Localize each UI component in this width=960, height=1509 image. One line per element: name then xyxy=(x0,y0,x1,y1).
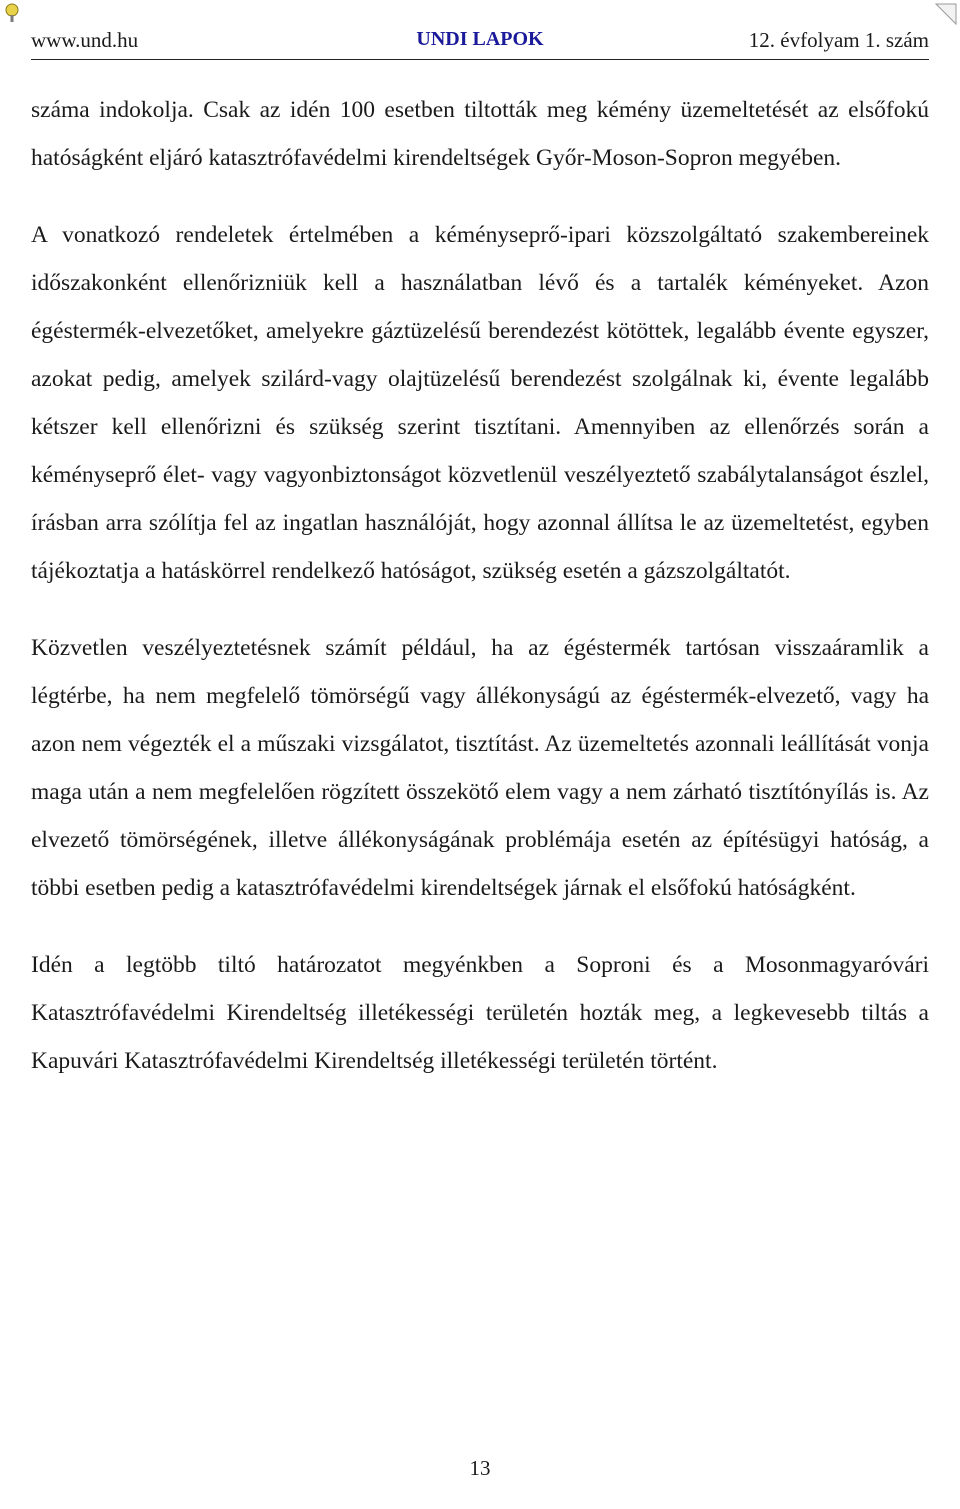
paragraph-4: Idén a legtöbb tiltó határozatot megyénkben a Soproni és a Mosonmagyaróvári Katasztrófavédelmi Kirendeltség illetékességi területén hozták meg, a legkevesebb tiltás a Kapuvári Katasztrófavédelmi Kirendeltség illetékességi területén történt. xyxy=(31,952,929,1074)
page-fold-icon xyxy=(932,0,960,28)
page-number: 13 xyxy=(469,1456,491,1480)
paragraph-1: száma indokolja. Csak az idén 100 esetben tiltották meg kémény üzemeltetését az elsőfokú hatóságként eljáró katasztrófavédelmi kirendeltségek Győr-Moson-Sopron megyében. xyxy=(31,97,929,171)
header-journal-title: UNDI LAPOK xyxy=(416,28,544,50)
header-divider xyxy=(31,59,929,60)
page-header xyxy=(31,24,929,60)
header-issue: 12. évfolyam 1. szám xyxy=(748,28,929,52)
header-website: www.und.hu xyxy=(31,28,139,52)
paragraph-3: Közvetlen veszélyeztetésnek számít például, ha az égéstermék tartósan visszaáramlik a légtérbe, ha nem megfelelő tömörségű vagy állékonyságú az égéstermék-elvezető, vagy ha azon nem végezték el a műszaki vizsgálatot, tisztítást. Az üzemeltetés azonnali leállítását vonja maga után a nem megfelelően rögzített összekötő elem vagy a nem zárható tisztítónyílás is. Az elvezető tömörségének, illetve állékonyságának problémája esetén az építésügyi hatóság, a többi esetben pedig a katasztrófavédelmi kirendeltségek járnak el elsőfokú hatóságként. xyxy=(31,635,929,901)
annotation-pin-icon xyxy=(2,2,22,24)
article-body xyxy=(31,86,929,1085)
paragraph-2: A vonatkozó rendeletek értelmében a kéményseprő-ipari közszolgáltató szakembereinek időszakonként ellenőrizniük kell a használatban lévő és a tartalék kéményeket. Azon égéstermék-elvezetőket, amelyekre gáztüzelésű berendezést kötöttek, legalább évente egyszer, azokat pedig, amelyek szilárd-vagy olajtüzelésű berendezést szolgálnak ki, évente legalább kétszer kell ellenőrizni és szükség szerint tisztítani. Amennyiben az ellenőrzés során a kéményseprő élet- vagy vagyonbiztonságot közvetlenül veszélyeztető szabálytalanságot észlel, írásban arra szólítja fel az ingatlan használóját, hogy azonnal állítsa le az üzemeltetést, egyben tájékoztatja a hatáskörrel rendelkező hatóságot, szükség esetén a gázszolgáltatót. xyxy=(31,222,929,584)
